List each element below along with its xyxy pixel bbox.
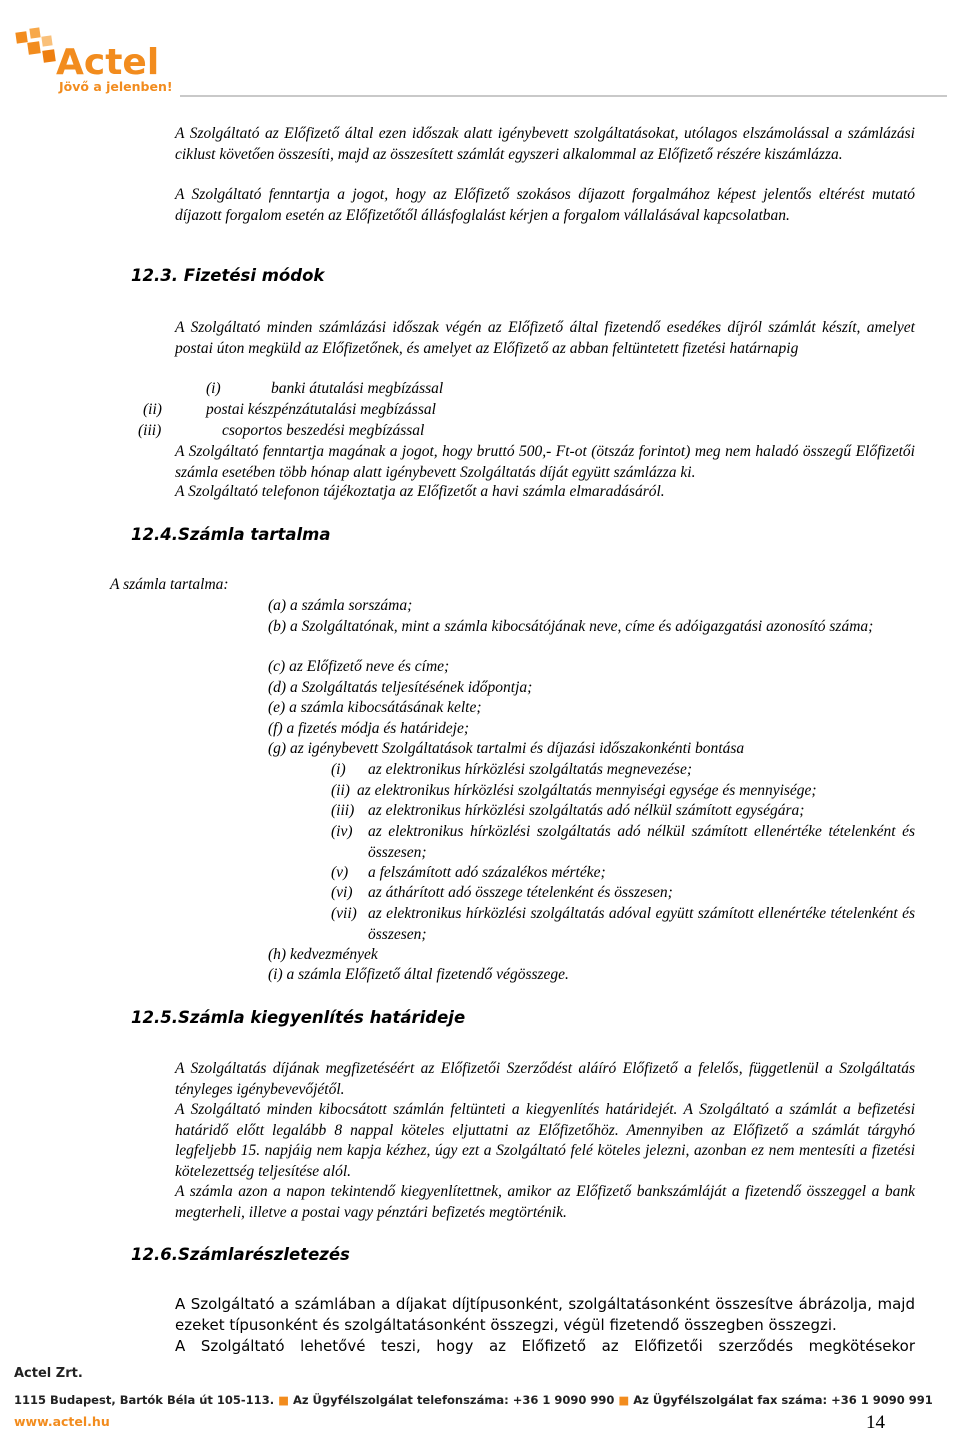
page-number: 14 bbox=[866, 1412, 885, 1433]
logo-brand-text: Actel bbox=[56, 42, 160, 83]
section-heading-12-3: 12.3. Fizetési módok bbox=[131, 266, 325, 285]
sub-item-num: (ii) bbox=[331, 782, 350, 799]
payment-paragraph-2: A Szolgáltató fenntartja magának a jogot, hogy bruttó 500,- Ft-ot (ötszáz forintot) meg nem haladó összegű Előfizetői számla esetében több hónap alatt igénybevett Szolgáltatás díját együtt számlázza ki. bbox=[175, 443, 915, 481]
sub-item-num: (vi) bbox=[331, 884, 353, 901]
deadline-paragraph-2: A Szolgáltató minden kibocsátott számlán feltünteti a kiegyenlítés határidejét. A Szolgáltató a számlát a befizetési határidő előtt legalább 8 nappal köteles eljuttatni az Előfizetőhöz. Amennyiben az Előfizető a számlát tárgyhó legfeljebb 15. napjáig nem kapja kézhez, úgy ezt a Szolgáltató felé köteles jelezni, azonban ez nem mentesíti a fizetési kötelezettség teljesítése alól. bbox=[175, 1101, 915, 1180]
footer-contact-line bbox=[14, 1393, 933, 1407]
sub-item-num: (i) bbox=[331, 761, 346, 778]
invoice-item-f: (f) a fizetés módja és határideje; bbox=[268, 720, 470, 737]
separator-bullet-icon: ■ bbox=[278, 1393, 293, 1407]
invoice-item-c: (c) az Előfizető neve és címe; bbox=[268, 658, 450, 675]
footer-fax: Az Ügyfélszolgálat fax száma: +36 1 9090 991 bbox=[633, 1393, 933, 1407]
sub-item-text: az elektronikus hírközlési szolgáltatás adó nélkül számított egységára; bbox=[368, 802, 805, 819]
sub-item-num: (vii) bbox=[331, 905, 357, 922]
footer-company: Actel Zrt. bbox=[14, 1366, 83, 1381]
itemization-paragraph-2: A Szolgáltató lehetővé teszi, hogy az Előfizető az Előfizetői szerződés megkötésekor bbox=[175, 1337, 915, 1355]
section-heading-12-6: 12.6.Számlarészletezés bbox=[131, 1245, 350, 1264]
intro-paragraph-1: A Szolgáltató az Előfizető által ezen időszak alatt igénybevett szolgáltatásokat, utólagos elszámolással a számlázási ciklust követően összesíti, majd az összesített számlát egyszeri alkalommal az Előfizető részére kiszámlázza. bbox=[175, 125, 915, 163]
deadline-paragraph-3: A számla azon a napon tekintendő kiegyenlítettnek, amikor az Előfizető bankszámláját a fizetendő összeggel a bank megterheli, illetve a postai vagy pénztári befizetés megtörténik. bbox=[175, 1183, 915, 1221]
payment-method-num: (iii) bbox=[138, 422, 162, 439]
invoice-item-a: (a) a számla sorszáma; bbox=[268, 597, 413, 614]
footer-website-link[interactable]: www.actel.hu bbox=[14, 1414, 110, 1429]
footer-phone: Az Ügyfélszolgálat telefonszáma: +36 1 9090 990 bbox=[292, 1393, 615, 1407]
actel-logo bbox=[12, 26, 182, 101]
payment-method-num: (i) bbox=[206, 380, 221, 397]
section-heading-12-4: 12.4.Számla tartalma bbox=[131, 525, 331, 544]
itemization-paragraph-1: A Szolgáltató a számlában a díjakat díjtípusonként, szolgáltatásonként összesítve ábrázolja, majd ezeket típusonként és szolgáltatásonként összegzi, végül fizetendő összegben összegzi. bbox=[175, 1295, 915, 1334]
payment-paragraph-3: A Szolgáltató telefonon tájékoztatja az Előfizetőt a havi számla elmaradásáról. bbox=[175, 483, 665, 500]
sub-item-text: az elektronikus hírközlési szolgáltatás adó nélkül számított ellenértéke tételenként és összesen; bbox=[368, 823, 915, 861]
separator-bullet-icon: ■ bbox=[618, 1393, 634, 1407]
invoice-item-d: (d) a Szolgáltatás teljesítésének időpontja; bbox=[268, 679, 533, 696]
invoice-content-label: A számla tartalma: bbox=[110, 576, 229, 593]
sub-item-text: az elektronikus hírközlési szolgáltatás megnevezése; bbox=[368, 761, 693, 778]
sub-item-text: a felszámított adó százalékos mértéke; bbox=[368, 864, 606, 881]
sub-item-num: (iii) bbox=[331, 802, 355, 819]
payment-method-text: csoportos beszedési megbízással bbox=[222, 422, 425, 439]
logo-tagline: Jövő a jelenben! bbox=[59, 79, 173, 94]
footer-address: 1115 Budapest, Bartók Béla út 105-113. bbox=[14, 1393, 275, 1407]
invoice-item-g: (g) az igénybevett Szolgáltatások tartalmi és díjazási időszakonkénti bontása bbox=[268, 740, 745, 757]
sub-item-num: (iv) bbox=[331, 823, 353, 840]
sub-item-text: az elektronikus hírközlési szolgáltatás adóval együtt számított ellenértéke tételenként és összesen; bbox=[368, 905, 915, 943]
section-heading-12-5: 12.5.Számla kiegyenlítés határideje bbox=[131, 1008, 466, 1027]
invoice-item-b: (b) a Szolgáltatónak, mint a számla kibocsátójának neve, címe és adóigazgatási azonosító száma; bbox=[268, 618, 874, 635]
logo-squares-icon bbox=[12, 26, 182, 96]
payment-method-text: banki átutalási megbízással bbox=[271, 380, 444, 397]
invoice-item-i: (i) a számla Előfizető által fizetendő végösszege. bbox=[268, 966, 569, 983]
sub-item-text: az elektronikus hírközlési szolgáltatás mennyiségi egysége és mennyisége; bbox=[357, 782, 817, 799]
invoice-item-e: (e) a számla kibocsátásának kelte; bbox=[268, 699, 482, 716]
payment-method-num: (ii) bbox=[143, 401, 162, 418]
deadline-paragraph-1: A Szolgáltatás díjának megfizetéséért az Előfizetői Szerződést aláíró Előfizető a felelős, függetlenül a Szolgáltatás tényleges igénybevevőjétől. bbox=[175, 1060, 915, 1098]
payment-paragraph-1: A Szolgáltató minden számlázási időszak végén az Előfizető által fizetendő esedékes díjról számlát készít, amelyet postai úton megküld az Előfizetőnek, és amelyet az Előfizető az abban feltüntetett fizetési határnapig bbox=[175, 319, 915, 357]
sub-item-text: az áthárított adó összege tételenként és összesen; bbox=[368, 884, 673, 901]
sub-item-num: (v) bbox=[331, 864, 349, 881]
intro-paragraph-2: A Szolgáltató fenntartja a jogot, hogy az Előfizető szokásos díjazott forgalmához képest jelentős eltérést mutató díjazott forgalom esetén az Előfizetőtől állásfoglalást kérjen a forgalom vállalásával kapcsolatban. bbox=[175, 186, 915, 224]
invoice-item-h: (h) kedvezmények bbox=[268, 946, 378, 963]
payment-method-text: postai készpénzátutalási megbízással bbox=[206, 401, 436, 418]
header-divider bbox=[180, 95, 947, 97]
